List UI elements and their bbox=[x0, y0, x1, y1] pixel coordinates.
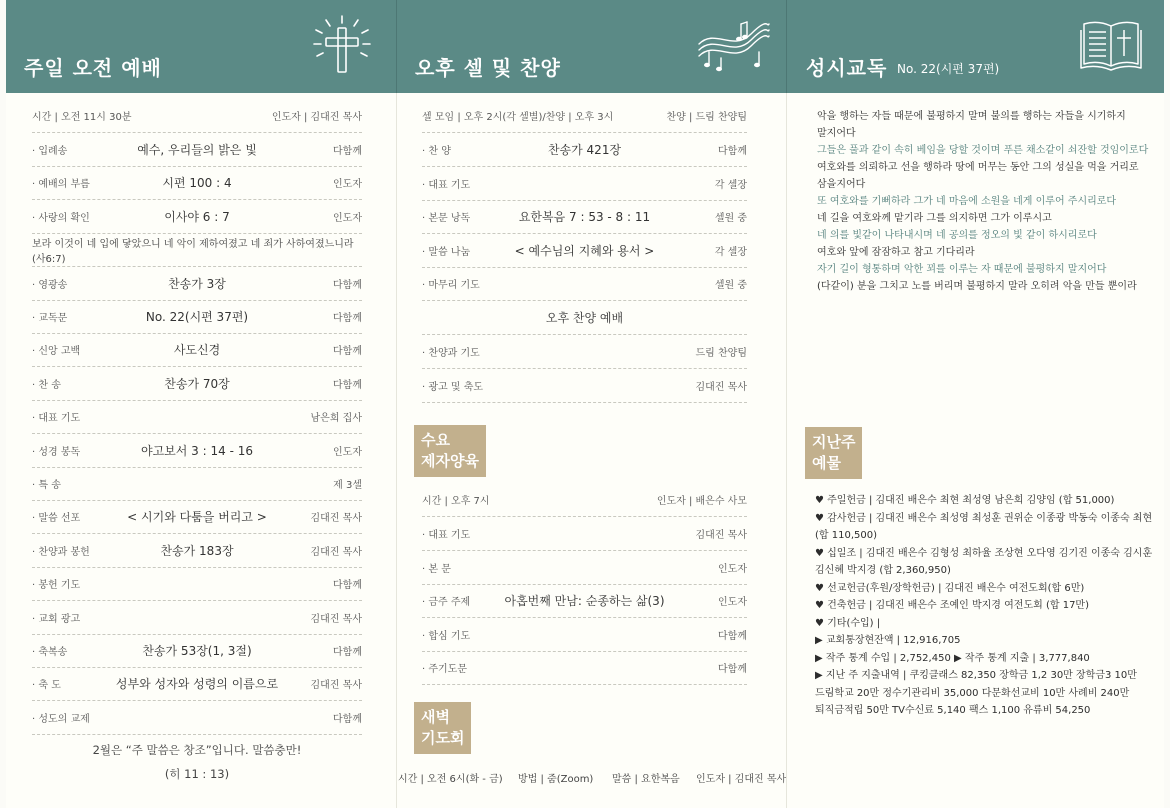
offering-tag-line: 지난주 bbox=[812, 433, 856, 451]
order-row bbox=[32, 200, 362, 234]
order-person: 각 셀장 bbox=[714, 246, 747, 258]
bible-icon bbox=[1080, 16, 1142, 72]
order-label: · 예배의 부름 bbox=[32, 179, 90, 191]
order-content: 찬송가 70장 bbox=[164, 376, 230, 391]
order-person: 다함께 bbox=[333, 313, 362, 324]
wednesday-time-row bbox=[422, 483, 747, 517]
leader-label: 인도자 | 김대진 목사 bbox=[271, 112, 362, 123]
order-content: 아홉번째 만남: 순종하는 삶(3) bbox=[504, 594, 665, 608]
order-person: 인도자 bbox=[333, 179, 362, 191]
order-person: 김대진 목사 bbox=[310, 680, 362, 692]
offering-line: ♥ 건축헌금 | 김대진 배은수 조예인 박지경 여전도회 (합 17만) bbox=[815, 600, 1089, 611]
order-content: 예수, 우리들의 밝은 빛 bbox=[137, 143, 257, 157]
reading-line: 여호와를 의뢰하고 선을 행하라 땅에 머무는 동안 그의 성실을 먹을 거리로 bbox=[817, 162, 1139, 173]
order-label: · 찬 양 bbox=[422, 146, 451, 157]
reading-line: 네 길을 여호와께 맡기라 그를 의지하면 그가 이루시고 bbox=[817, 213, 1052, 224]
offering-line: ♥ 기타(수입) | bbox=[815, 617, 881, 629]
order-person: 다함께 bbox=[333, 713, 362, 725]
order-row bbox=[32, 500, 362, 534]
order-content: 찬송가 421장 bbox=[547, 143, 622, 157]
cross-icon bbox=[312, 14, 372, 76]
order-row bbox=[32, 400, 362, 434]
order-label: · 말씀 나눔 bbox=[422, 246, 471, 258]
order-label: · 금주 주제 bbox=[422, 597, 471, 608]
order-row bbox=[32, 367, 362, 401]
offering-tag bbox=[805, 427, 862, 479]
header-band bbox=[6, 0, 1164, 93]
order-row bbox=[422, 267, 747, 301]
wednesday-tag bbox=[414, 425, 486, 477]
order-person: 김대진 목사 bbox=[310, 513, 362, 525]
wednesday-tag-line: 제자양육 bbox=[421, 452, 479, 470]
order-person: 다함께 bbox=[718, 146, 747, 157]
time-label: 시간 | 오전 11시 30분 bbox=[32, 112, 132, 123]
order-label: · 말씀 선포 bbox=[32, 513, 81, 525]
order-label: · 광고 및 축도 bbox=[422, 381, 484, 393]
offering-line: ♥ 주일헌금 | 김대진 배은수 최현 최성영 남은희 김양임 (합 51,000) bbox=[815, 495, 1115, 506]
order-row bbox=[32, 300, 362, 334]
order-label: · 축 도 bbox=[32, 680, 61, 692]
order-person: 셀원 중 bbox=[714, 213, 747, 224]
order-row bbox=[422, 651, 747, 685]
music-notes-icon bbox=[697, 18, 771, 72]
order-label: · 교독문 bbox=[32, 313, 68, 324]
time-label: 시간 | 오후 7시 bbox=[422, 496, 490, 507]
reading-line: 자기 길이 형통하며 악한 꾀를 이루는 자 때문에 불평하지 말지어다 bbox=[817, 264, 1107, 275]
reading-line: 말지어다 bbox=[817, 128, 856, 139]
order-person: 인도자 bbox=[718, 597, 747, 608]
offering-line: 드림학교 20만 정수기관리비 35,000 다문화선교비 10만 사례비 240만 bbox=[815, 687, 1130, 699]
order-person: 다함께 bbox=[333, 146, 362, 157]
order-label: · 찬 송 bbox=[32, 379, 61, 391]
order-row bbox=[32, 333, 362, 367]
order-row bbox=[32, 701, 362, 735]
order-row bbox=[422, 133, 747, 167]
offering-line: ▶ 작주 통계 수입 | 2,752,450 ▶ 작주 통계 지출 | 3,777,840 bbox=[815, 652, 1090, 664]
order-person: 다함께 bbox=[333, 346, 362, 358]
morning-time-row bbox=[32, 99, 362, 133]
order-person: 다함께 bbox=[333, 279, 362, 291]
order-label: · 신앙 고백 bbox=[32, 346, 81, 358]
order-person: 각 셀장 bbox=[714, 179, 747, 191]
theme-verse: (히 11 : 13) bbox=[164, 767, 230, 781]
order-label: · 특 송 bbox=[32, 480, 61, 491]
header-separator bbox=[396, 0, 397, 93]
order-person: 다함께 bbox=[333, 580, 362, 592]
order-row bbox=[32, 534, 362, 568]
order-content: No. 22(시편 37편) bbox=[145, 310, 249, 324]
offering-line: 퇴직금적립 50만 TV수신료 5,140 팩스 1,100 유류비 54,250 bbox=[815, 705, 1091, 716]
offering-line: (합 110,500) bbox=[815, 530, 877, 541]
order-row bbox=[32, 567, 362, 601]
reading-line: 그들은 풀과 같이 속히 베임을 당할 것이며 푸른 채소같이 쇠잔할 것임이로다 bbox=[817, 145, 1149, 156]
verse-row bbox=[32, 233, 362, 267]
column-divider bbox=[396, 93, 397, 808]
order-content: < 시기와 다툼을 버리고 > bbox=[127, 510, 267, 525]
order-row bbox=[32, 133, 362, 167]
order-label: · 주기도문 bbox=[422, 664, 467, 675]
verse-text: 보라 이것이 네 입에 닿았으니 네 악이 제하여졌고 네 죄가 사하여졌느니라(사6:7) bbox=[32, 238, 354, 265]
header-separator bbox=[786, 0, 787, 93]
order-person: 다함께 bbox=[333, 379, 362, 391]
reading-line: 악을 행하는 자들 때문에 불평하지 말며 불의를 행하는 자들을 시기하지 bbox=[817, 111, 1126, 122]
leader-label: 인도자 | 배은수 사모 bbox=[656, 496, 747, 507]
order-person: 김대진 목사 bbox=[310, 613, 362, 625]
order-content: 사도신경 bbox=[173, 343, 221, 358]
order-person: 다함께 bbox=[718, 664, 747, 675]
order-label: · 축복송 bbox=[32, 647, 68, 658]
dawn-time: 시간 | 오전 6시(화 - 금) bbox=[398, 774, 503, 785]
order-content: 이사야 6 : 7 bbox=[164, 209, 230, 224]
time-label: 셀 모임 | 오후 2시(각 셀별)/찬양 | 오후 3시 bbox=[422, 112, 614, 123]
order-person: 남은희 집사 bbox=[310, 413, 362, 425]
dawn-tag bbox=[414, 702, 471, 754]
offering-line: ▶ 교회통장현잔액 | 12,916,705 bbox=[815, 635, 961, 646]
offering-tag-line: 예물 bbox=[812, 454, 841, 472]
order-person: 드림 찬양팀 bbox=[695, 348, 747, 359]
order-label: · 성도의 교제 bbox=[32, 713, 90, 725]
order-row bbox=[422, 618, 747, 652]
order-person: 셀원 중 bbox=[714, 280, 747, 291]
afternoon-praise-title-row bbox=[422, 301, 747, 335]
order-row bbox=[32, 166, 362, 200]
order-person: 다함께 bbox=[333, 647, 362, 658]
order-row bbox=[422, 551, 747, 585]
dawn-leader: 인도자 | 김대진 목사 bbox=[696, 774, 787, 785]
order-label: · 봉헌 기도 bbox=[32, 580, 81, 592]
order-label: · 영광송 bbox=[32, 279, 68, 291]
order-row bbox=[422, 167, 747, 201]
order-row bbox=[32, 667, 362, 701]
column-divider bbox=[786, 93, 787, 808]
reading-line: 네 의를 빛같이 나타내시며 네 공의를 정오의 빛 같이 하시리로다 bbox=[817, 230, 1097, 241]
dawn-word: 말씀 | 요한복음 bbox=[612, 774, 680, 785]
order-content: 요한복음 7 : 53 - 8 : 11 bbox=[518, 210, 651, 224]
order-content: < 예수님의 지혜와 용서 > bbox=[514, 243, 655, 258]
order-person: 김대진 목사 bbox=[695, 381, 747, 393]
offering-line: ♥ 선교헌금(후원/장학헌금) | 김대진 배은수 여전도회(합 6만) bbox=[815, 582, 1085, 594]
order-label: · 입례송 bbox=[32, 146, 68, 157]
reading-line: 삼을지어다 bbox=[817, 179, 866, 190]
reading-line: (다같이) 분을 그치고 노를 버리며 불평하지 말라 오히려 악을 만들 뿐이라 bbox=[817, 281, 1137, 292]
order-content: 찬송가 53장(1, 3절) bbox=[142, 644, 252, 658]
order-label: · 대표 기도 bbox=[32, 413, 81, 425]
offering-line: ▶ 지난 주 지출내역 | 쿠킹클래스 82,350 장학금 1,2 30만 장학금3 10만 bbox=[815, 670, 1137, 681]
wednesday-tag-line: 수요 bbox=[421, 431, 450, 449]
order-label: · 찬양과 기도 bbox=[422, 348, 480, 359]
dawn-tag-line: 새벽 bbox=[421, 708, 450, 726]
afternoon-title: 오후 셀 및 찬양 bbox=[415, 56, 561, 80]
reading-line: 여호와 앞에 잠잠하고 참고 기다리라 bbox=[817, 247, 975, 258]
morning-title: 주일 오전 예배 bbox=[24, 56, 162, 80]
order-content: 성부와 성자와 성령의 이름으로 bbox=[115, 677, 279, 692]
order-content: 야고보서 3 : 14 - 16 bbox=[141, 443, 253, 458]
order-person: 제 3셀 bbox=[333, 480, 362, 491]
order-row bbox=[32, 601, 362, 635]
order-label: · 교회 광고 bbox=[32, 613, 81, 625]
order-label: · 사랑의 확인 bbox=[32, 212, 90, 224]
order-label: · 대표 기도 bbox=[422, 530, 471, 541]
order-row bbox=[422, 369, 747, 403]
order-person: 인도자 bbox=[718, 563, 747, 575]
order-content: 찬송가 183장 bbox=[160, 543, 234, 558]
responsive-reading bbox=[817, 108, 1152, 295]
order-person: 김대진 목사 bbox=[310, 546, 362, 558]
reading-line: 또 여호와를 기뻐하라 그가 네 마음에 소원을 네게 이루어 주시리로다 bbox=[817, 196, 1117, 207]
offering-line: ♥ 감사헌금 | 김대진 배은수 최성영 최성훈 권위순 이종광 박동숙 이종숙 최현 bbox=[815, 512, 1153, 524]
order-label: · 합심 기도 bbox=[422, 630, 471, 642]
offering-list bbox=[815, 492, 1160, 720]
order-row bbox=[422, 584, 747, 618]
reading-subtitle: No. 22(시편 37편) bbox=[897, 62, 1000, 76]
dawn-tag-line: 기도회 bbox=[421, 729, 465, 747]
afternoon-praise-title: 오후 찬양 예배 bbox=[545, 311, 624, 325]
order-person: 인도자 bbox=[333, 212, 362, 224]
order-row bbox=[422, 234, 747, 268]
order-label: · 찬양과 봉헌 bbox=[32, 546, 90, 558]
monthly-theme: 2월은 “주 말씀은 창조”입니다. 말씀충만! bbox=[92, 743, 302, 757]
order-row bbox=[32, 634, 362, 668]
afternoon-time-row bbox=[422, 99, 747, 133]
order-person: 인도자 bbox=[333, 446, 362, 458]
order-row bbox=[32, 467, 362, 501]
order-content: 찬송가 3장 bbox=[168, 276, 226, 291]
order-content: 시편 100 : 4 bbox=[162, 176, 232, 191]
order-row bbox=[422, 335, 747, 369]
reading-title: 성시교독 bbox=[806, 56, 888, 80]
order-row bbox=[422, 200, 747, 234]
order-label: · 성경 봉독 bbox=[32, 446, 81, 458]
order-label: · 마무리 기도 bbox=[422, 280, 480, 291]
order-row bbox=[32, 267, 362, 301]
offering-line: 김신혜 박지경 (합 2,360,950) bbox=[815, 565, 951, 576]
offering-line: ♥ 십일조 | 김대진 배은수 김형성 최하율 조상현 오다영 김기진 이종숙 김시훈 bbox=[815, 547, 1153, 559]
order-label: · 대표 기도 bbox=[422, 179, 471, 191]
order-person: 다함께 bbox=[718, 630, 747, 642]
order-label: · 본 문 bbox=[422, 563, 451, 575]
order-row bbox=[32, 434, 362, 468]
order-label: · 본문 낭독 bbox=[422, 213, 471, 224]
dawn-method: 방법 | 줌(Zoom) bbox=[518, 774, 594, 785]
order-person: 김대진 목사 bbox=[695, 530, 747, 541]
order-row bbox=[422, 517, 747, 551]
praise-team-label: 찬양 | 드림 찬양팀 bbox=[666, 112, 747, 123]
